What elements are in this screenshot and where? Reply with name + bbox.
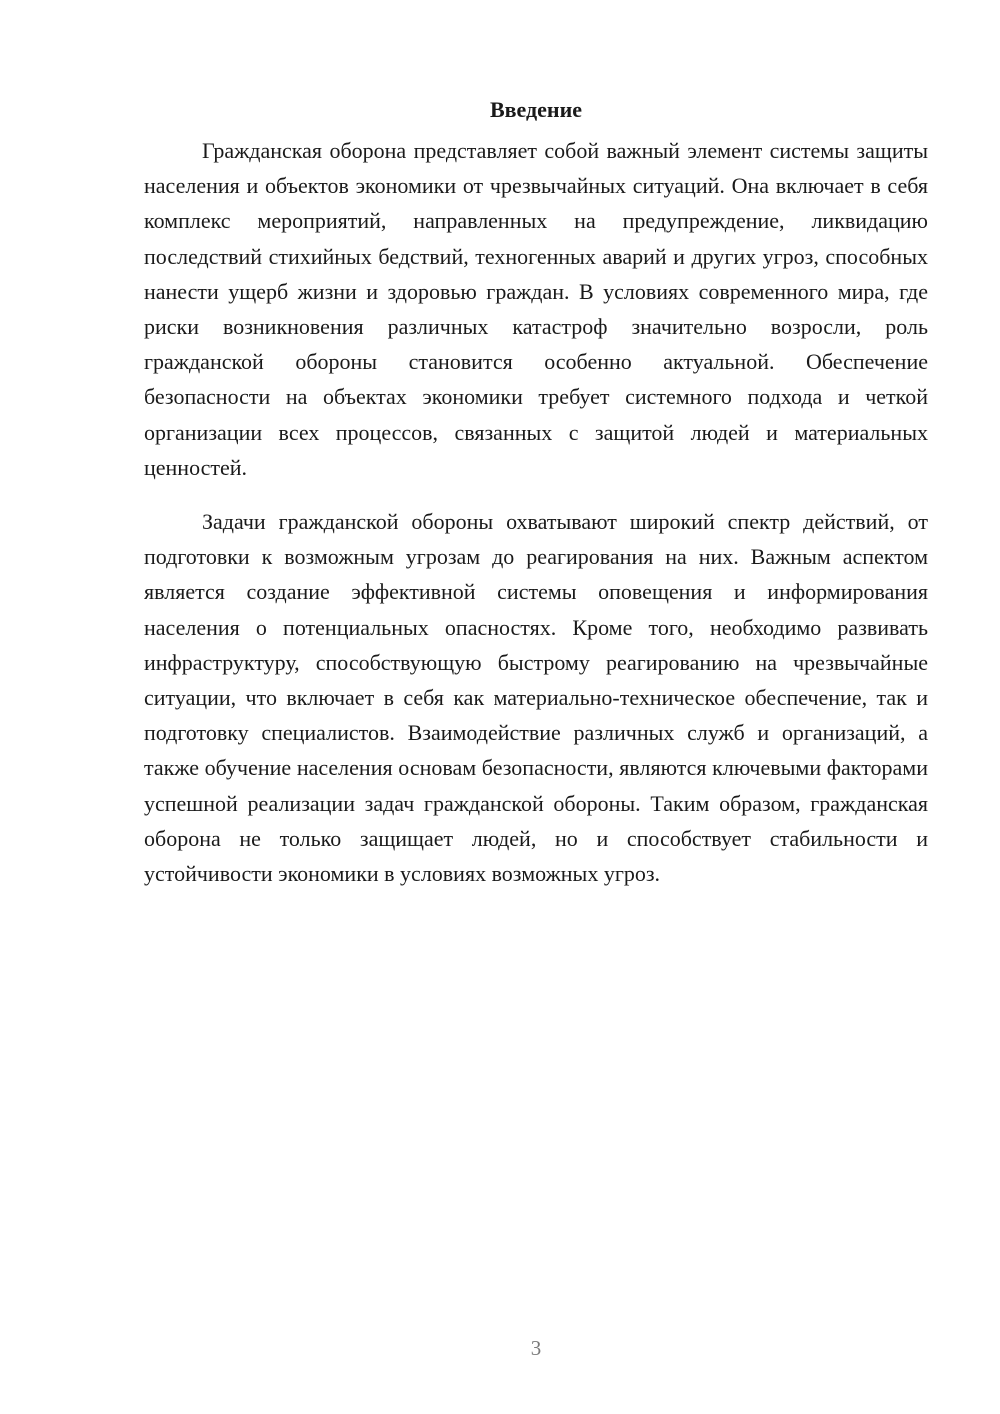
page-number: 3: [530, 1336, 542, 1360]
paragraph-1: Гражданская оборона представляет собой важный элемент системы защиты населения и объектов экономики от чрезвычайных ситуаций. Она включает в себя комплекс мероприятий, направленных на предупреждение, ликвидацию последствий стихийных бедствий, техногенных аварий и других угроз, способных нанести ущерб жизни и здоровью граждан. В условиях современного мира, где риски возникновения различных катастроф значительно возросли, роль гражданской обороны становится особенно актуальной. Обеспечение безопасности на объектах экономики требует системного подхода и четкой организации всех процессов, связанных с защитой людей и материальных ценностей.: [144, 138, 928, 480]
paragraph-2: Задачи гражданской обороны охватывают широкий спектр действий, от подготовки к возможным угрозам до реагирования на них. Важным аспектом является создание эффективной системы оповещения и информирования населения о потенциальных опасностях. Кроме того, необходимо развивать инфраструктуру, способствующую быстрому реагированию на чрезвычайные ситуации, что включает в себя как материально-техническое обеспечение, так и подготовку специалистов. Взаимодействие различных служб и организаций, а также обучение населения основам безопасности, являются ключевыми факторами успешной реализации задач гражданской обороны. Таким образом, гражданская оборона не только защищает людей, но и способствует стабильности и устойчивости экономики в условиях возможных угроз.: [144, 509, 928, 887]
page-content: [144, 95, 928, 891]
section-heading: Введение: [489, 97, 583, 122]
